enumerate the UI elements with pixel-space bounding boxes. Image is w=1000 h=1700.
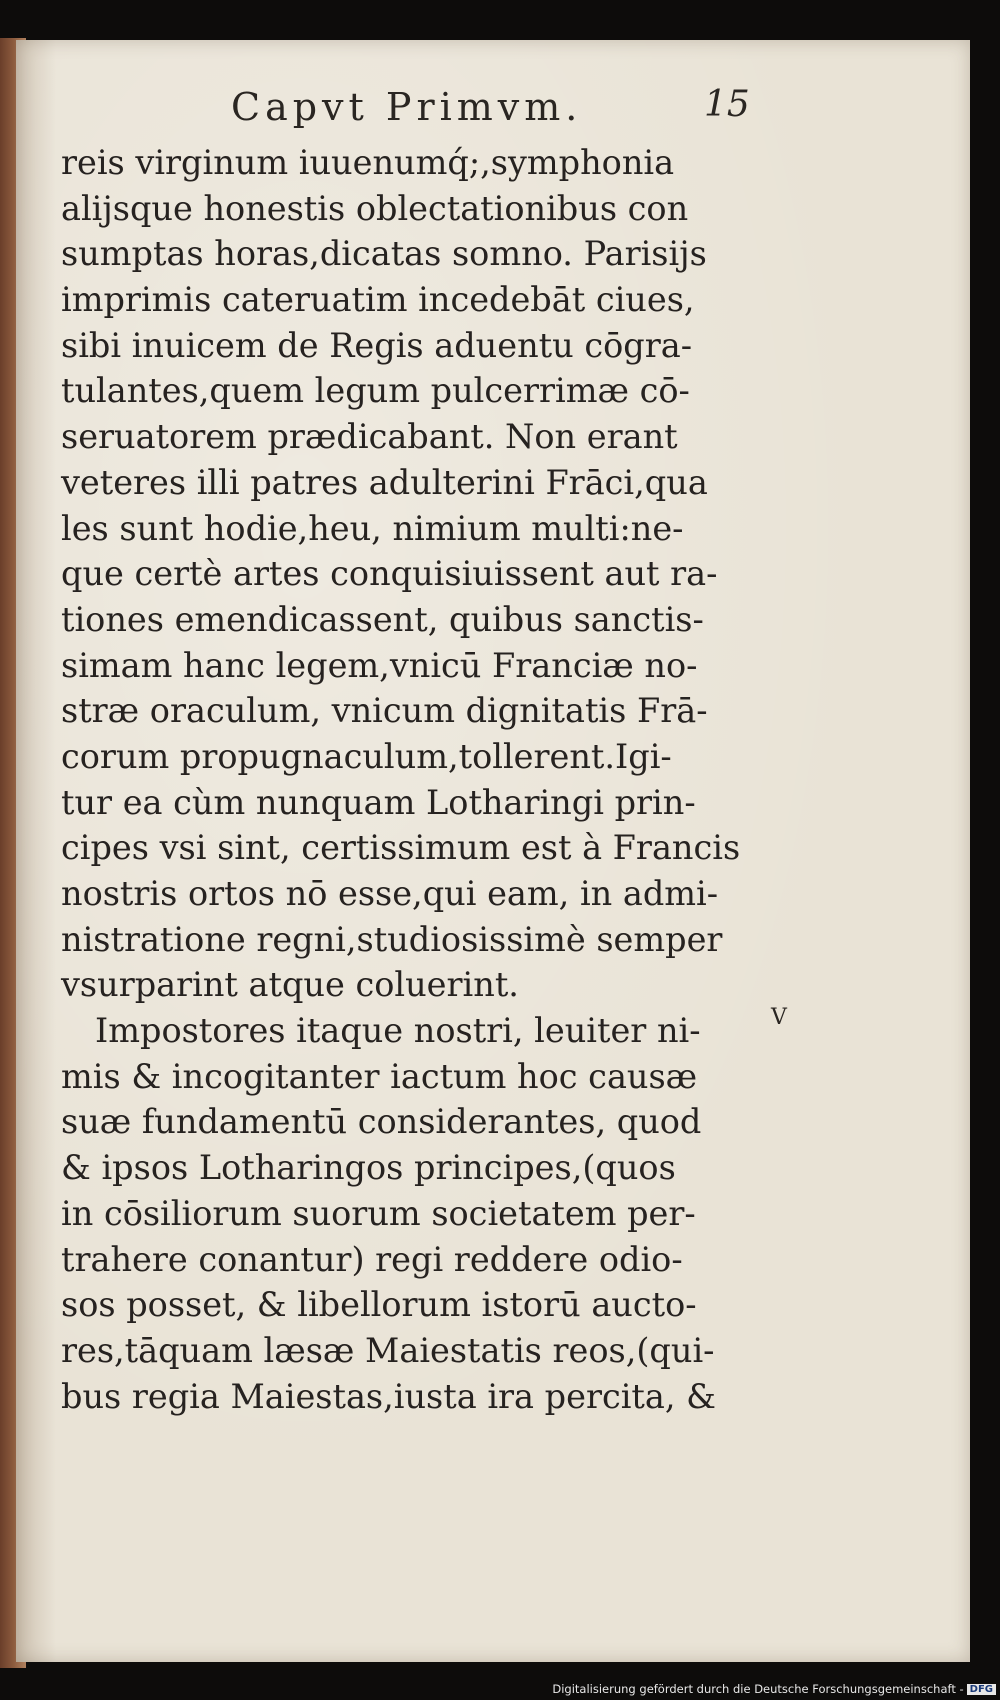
text-line: sumptas horas,dicatas somno. Parisijs	[61, 234, 707, 274]
text-line: tur ea cùm nunquam Lotharingi prin-	[61, 782, 696, 822]
text-line: vsurparint atque coluerint.	[61, 965, 519, 1005]
text-line: que certè artes conquisiuissent aut ra-	[61, 554, 718, 594]
text-line: nistratione regni,studiosissimè semper	[61, 919, 723, 959]
text-line: les sunt hodie,heu, nimium multi:ne-	[61, 508, 684, 548]
text-line: alijsque honestis oblectationibus con	[61, 188, 689, 228]
digitization-credit	[552, 1682, 996, 1696]
text-line: mis & incogitanter iactum hoc causæ	[61, 1056, 698, 1096]
text-line: in cōsiliorum suorum societatem per-	[61, 1193, 696, 1233]
dfg-logo: DFG	[967, 1684, 996, 1695]
marginal-signature-mark: V	[771, 1005, 787, 1030]
text-line: simam hanc legem,vnicū Franciæ no-	[61, 645, 698, 685]
text-line: suæ fundamentū considerantes, quod	[61, 1102, 702, 1142]
text-line: nostris ortos nō esse,qui eam, in admi-	[61, 874, 719, 913]
text-line: sibi inuicem de Regis aduentu cōgra-	[61, 325, 693, 365]
text-line: veteres illi patres adulterini Frāci,qua	[61, 462, 708, 502]
text-line: corum propugnaculum,tollerent.Igi-	[61, 736, 672, 776]
text-line: bus regia Maiestas,iusta ira percita, &	[61, 1376, 716, 1416]
text-line: Impostores itaque nostri, leuiter ni-	[95, 1011, 701, 1051]
body-text	[61, 140, 761, 1419]
scanned-page	[16, 40, 970, 1662]
credit-text: Digitalisierung gefördert durch die Deutsche Forschungsgemeinschaft -	[552, 1682, 964, 1696]
text-line: tiones emendicassent, quibus sanctis-	[61, 599, 704, 639]
text-line: cipes vsi sint, certissimum est à Francis	[61, 828, 741, 868]
page-number: 15	[704, 84, 750, 125]
text-line: stræ oraculum, vnicum dignitatis Frā-	[61, 691, 708, 731]
text-line: seruatorem prædicabant. Non erant	[61, 417, 678, 457]
text-line: imprimis cateruatim incedebāt ciues,	[61, 280, 695, 320]
text-line: tulantes,quem legum pulcerrimæ cō-	[61, 371, 690, 411]
text-line: res,tāquam læsæ Maiestatis reos,(qui-	[61, 1330, 715, 1370]
running-head: Capvt Primvm.	[231, 85, 583, 129]
text-line: reis virginum iuuenumq́;,symphonia	[61, 143, 675, 182]
text-line: sos posset, & libellorum istorū aucto-	[61, 1285, 697, 1325]
text-line: trahere conantur) regi reddere odio-	[61, 1239, 683, 1279]
text-line: & ipsos Lotharingos principes,(quos	[61, 1148, 676, 1188]
